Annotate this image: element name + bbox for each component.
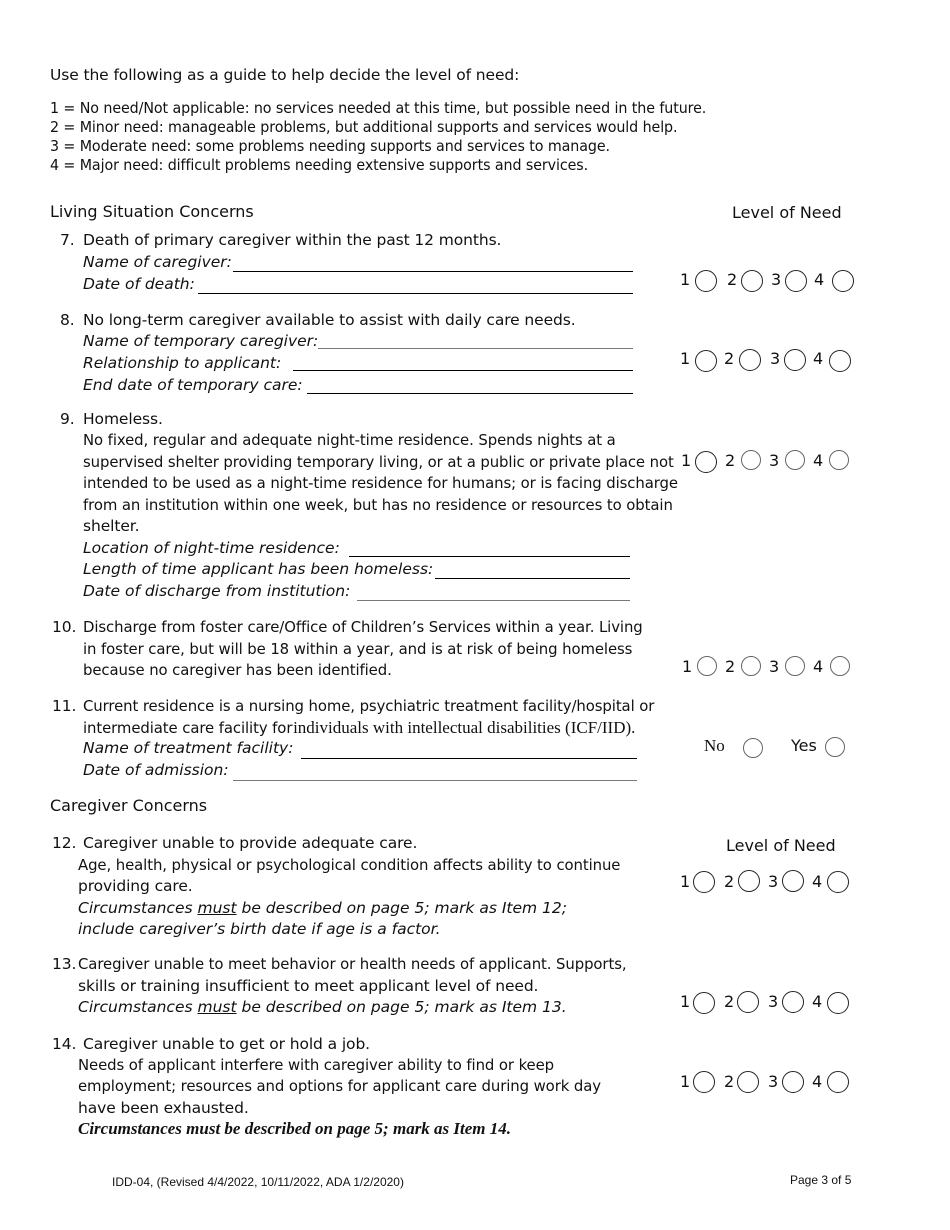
item-13-note-a: Circumstances [78, 998, 198, 1016]
item-10-line-1: Discharge from foster care/Office of Children’s Services within a year. Living [83, 618, 643, 636]
item-11-line-1: Current residence is a nursing home, psychiatric treatment facility/hospital or [83, 697, 655, 715]
item-10-line-3: because no caregiver has been identified. [83, 661, 392, 679]
footer-form-id: IDD-04, (Revised 4/4/2022, 10/11/2022, ADA 1/2/2020) [112, 1175, 404, 1189]
item-14-radio-3[interactable] [782, 1071, 804, 1093]
item-7-field-label-death: Date of death: [83, 275, 195, 293]
item-11-line-2a: intermediate care facility for [83, 719, 293, 737]
item-12-line-2: providing care. [78, 877, 193, 895]
item-8-end-date-input[interactable] [307, 393, 633, 394]
item-7-radio-1[interactable] [695, 270, 717, 292]
item-13-label-1: 1 [680, 992, 691, 1011]
item-8-radio-3[interactable] [784, 349, 806, 371]
item-9-discharge-input[interactable] [357, 600, 630, 601]
item-9-radio-4[interactable] [829, 450, 849, 470]
item-10-radio-2[interactable] [741, 656, 761, 676]
item-9-number: 9. [60, 410, 75, 428]
item-9-line-5: shelter. [83, 517, 140, 535]
item-9-label-1: 1 [681, 451, 692, 470]
item-12-label-3: 3 [768, 872, 779, 891]
item-12-label-2: 2 [724, 872, 735, 891]
item-11-line-2b: individuals with intellectual disabilities (ICF/IID). [293, 718, 636, 737]
scale-4: 4 = Major need: difficult problems needing extensive supports and services. [50, 156, 589, 174]
scale-3: 3 = Moderate need: some problems needing supports and services to manage. [50, 137, 610, 155]
item-8-number: 8. [60, 311, 75, 329]
item-9-length-input[interactable] [435, 578, 630, 579]
item-14-line-2: employment; resources and options for applicant care during work day [78, 1077, 601, 1095]
item-9-radio-3[interactable] [785, 450, 805, 470]
item-13-label-2: 2 [724, 992, 735, 1011]
item-14-title: Caregiver unable to get or hold a job. [83, 1035, 371, 1053]
item-14-number: 14. [52, 1035, 77, 1053]
item-7-radio-4[interactable] [832, 270, 854, 292]
item-10-radio-4[interactable] [830, 656, 850, 676]
item-11-yes-label: Yes [791, 736, 817, 755]
item-12-title: Caregiver unable to provide adequate care. [83, 834, 418, 852]
item-11-field-label-facility: Name of treatment facility: [83, 739, 294, 757]
item-14-label-2: 2 [724, 1072, 735, 1091]
level-of-need-header: Level of Need [732, 203, 842, 222]
item-14-radio-1[interactable] [693, 1071, 715, 1093]
item-12-note-1c: be described on page 5; mark as Item 12; [236, 899, 567, 917]
item-7-radio-2[interactable] [741, 270, 763, 292]
item-13-label-3: 3 [768, 992, 779, 1011]
item-7-label-3: 3 [771, 270, 782, 289]
item-8-field-label-relationship: Relationship to applicant: [83, 354, 282, 372]
item-12-radio-3[interactable] [782, 870, 804, 892]
item-13-radio-1[interactable] [693, 992, 715, 1014]
item-10-radio-1[interactable] [697, 656, 717, 676]
scale-1: 1 = No need/Not applicable: no services needed at this time, but possible need in the future. [50, 99, 707, 117]
item-8-label-4: 4 [813, 349, 824, 368]
item-12-note-2: include caregiver’s birth date if age is a factor. [78, 920, 441, 938]
item-14-line-3: have been exhausted. [78, 1099, 249, 1117]
item-13-line-1: Caregiver unable to meet behavior or health needs of applicant. Supports, [78, 955, 627, 973]
item-12-number: 12. [52, 834, 77, 852]
item-14-label-1: 1 [680, 1072, 691, 1091]
item-10-label-1: 1 [682, 657, 693, 676]
item-12-note-1 [78, 899, 567, 917]
section-caregiver-title: Caregiver Concerns [50, 796, 208, 815]
item-8-radio-4[interactable] [829, 350, 851, 372]
item-10-label-2: 2 [725, 657, 736, 676]
section-living-title: Living Situation Concerns [50, 202, 254, 221]
item-13-note [78, 998, 567, 1016]
item-7-label-1: 1 [680, 270, 691, 289]
item-8-label-2: 2 [724, 349, 735, 368]
item-10-label-3: 3 [769, 657, 780, 676]
item-8-field-label-end-date: End date of temporary care: [83, 376, 303, 394]
item-11-line-2 [83, 718, 643, 738]
scale-2: 2 = Minor need: manageable problems, but additional supports and services would help. [50, 118, 678, 136]
item-14-note: Circumstances must be described on page 5; mark as Item 14. [78, 1119, 512, 1138]
item-7-number: 7. [60, 231, 75, 249]
item-9-line-3: intended to be used as a night-time residence for humans; or is facing discharge [83, 474, 678, 492]
item-11-no-label: No [704, 736, 725, 755]
item-10-number: 10. [52, 618, 77, 636]
item-8-temp-caregiver-input[interactable] [318, 348, 633, 349]
level-of-need-header-2: Level of Need [726, 836, 836, 855]
item-9-radio-2[interactable] [741, 450, 761, 470]
item-8-label-3: 3 [770, 349, 781, 368]
item-12-line-1: Age, health, physical or psychological condition affects ability to continue [78, 856, 621, 874]
item-11-number: 11. [52, 697, 77, 715]
item-9-line-2: supervised shelter providing temporary living, or at a public or private place not [83, 453, 674, 471]
item-13-label-4: 4 [812, 992, 823, 1011]
item-12-radio-1[interactable] [693, 871, 715, 893]
item-13-note-emphasis: must [197, 998, 237, 1016]
guide-intro: Use the following as a guide to help decide the level of need: [50, 66, 520, 84]
item-12-radio-4[interactable] [827, 871, 849, 893]
item-9-radio-1[interactable] [695, 451, 717, 473]
item-13-radio-4[interactable] [827, 992, 849, 1014]
item-14-line-1: Needs of applicant interfere with caregiver ability to find or keep [78, 1056, 555, 1074]
item-9-title: Homeless. [83, 410, 163, 428]
item-8-radio-2[interactable] [739, 349, 761, 371]
item-10-radio-3[interactable] [785, 656, 805, 676]
item-12-radio-2[interactable] [738, 870, 760, 892]
item-8-text: No long-term caregiver available to assist with daily care needs. [83, 311, 576, 329]
item-13-note-c: be described on page 5; mark as Item 13. [236, 998, 567, 1016]
item-8-label-1: 1 [680, 349, 691, 368]
item-12-note-1-emphasis: must [197, 899, 237, 917]
item-11-yes-radio[interactable] [825, 737, 845, 757]
item-7-text: Death of primary caregiver within the past 12 months. [83, 231, 502, 249]
item-7-field-label-caregiver: Name of caregiver: [83, 253, 232, 271]
item-7-label-4: 4 [814, 270, 825, 289]
item-11-facility-input[interactable] [301, 758, 637, 759]
item-14-label-4: 4 [812, 1072, 823, 1091]
item-7-death-date-input[interactable] [198, 293, 633, 294]
item-14-radio-4[interactable] [827, 1071, 849, 1093]
item-12-label-1: 1 [680, 872, 691, 891]
item-9-line-4: from an institution within one week, but has no residence or resources to obtain [83, 496, 673, 514]
item-7-caregiver-input[interactable] [233, 271, 633, 272]
item-10-label-4: 4 [813, 657, 824, 676]
item-9-line-1: No fixed, regular and adequate night-time residence. Spends nights at a [83, 431, 616, 449]
item-14-label-3: 3 [768, 1072, 779, 1091]
item-13-number: 13. [52, 955, 77, 973]
item-11-no-radio[interactable] [743, 738, 763, 758]
item-9-label-2: 2 [725, 451, 736, 470]
item-14-radio-2[interactable] [737, 1071, 759, 1093]
item-9-location-input[interactable] [349, 556, 630, 557]
item-8-field-label-temp-caregiver: Name of temporary caregiver: [83, 332, 319, 350]
item-9-field-label-location: Location of night-time residence: [83, 539, 340, 557]
item-8-relationship-input[interactable] [293, 370, 633, 371]
item-9-label-3: 3 [769, 451, 780, 470]
item-10-line-2: in foster care, but will be 18 within a year, and is at risk of being homeless [83, 640, 633, 658]
item-12-label-4: 4 [812, 872, 823, 891]
item-11-field-label-admission: Date of admission: [83, 761, 229, 779]
item-9-field-label-discharge: Date of discharge from institution: [83, 582, 351, 600]
item-12-note-1a: Circumstances [78, 899, 198, 917]
item-13-radio-2[interactable] [737, 991, 759, 1013]
item-13-radio-3[interactable] [782, 991, 804, 1013]
item-9-field-label-length: Length of time applicant has been homeless: [83, 560, 434, 578]
item-7-label-2: 2 [727, 270, 738, 289]
item-8-radio-1[interactable] [695, 350, 717, 372]
item-11-admission-input[interactable] [233, 780, 637, 781]
item-7-radio-3[interactable] [785, 270, 807, 292]
item-13-line-2: skills or training insufficient to meet applicant level of need. [78, 977, 539, 995]
item-9-label-4: 4 [813, 451, 824, 470]
footer-page-number: Page 3 of 5 [790, 1173, 852, 1187]
